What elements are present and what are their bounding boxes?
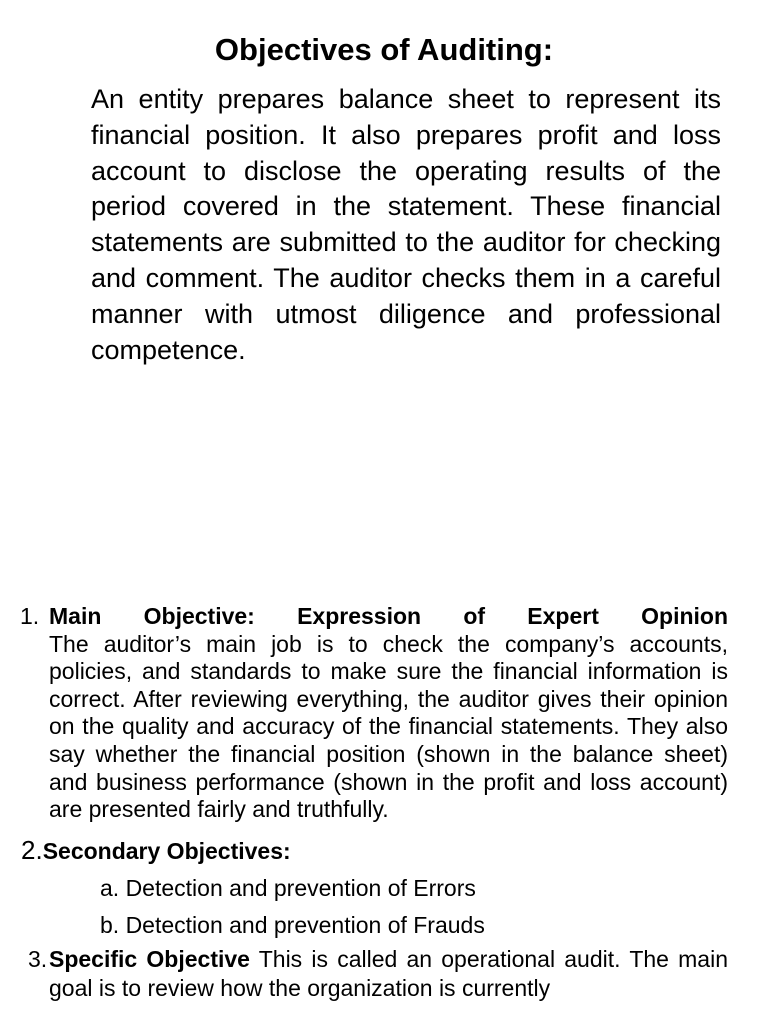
main-objective-heading: Main Objective: Expression of Expert Opinion [49,603,728,629]
secondary-objectives-heading: Secondary Objectives: [42,837,291,864]
objectives-list [0,603,768,1024]
main-objective-text: The auditor’s main job is to check the company’s accounts, policies, and standards to make sure the financial information is correct. After reviewing everything, the auditor gives their opinion on the quality and accuracy of the financial statements. They also say whether the financial position (shown in the balance sheet) and business performance (shown in the profit and loss account) are presented fairly and truthfully. [49,630,728,823]
list-item: b. Detection and prevention of Frauds [100,911,485,938]
list-number: 2. [21,834,43,865]
list-item: a. Detection and prevention of Errors [100,874,476,901]
main-objective [20,603,728,824]
page-title: Objectives of Auditing: [214,32,554,67]
specific-objective [28,945,728,1003]
secondary-objectives-sublist [100,870,768,944]
secondary-objectives [21,834,768,867]
intro-paragraph: An entity prepares balance sheet to represent its financial position. It also prepares profit and loss account to disclose the operating results of the period covered in the statement. These financial statements are submitted to the auditor for checking and comment. The auditor checks them in a careful manner with utmost diligence and professional competence. [91,84,721,365]
specific-objective-text: This is called an operational audit. The main goal is to review how the organization is currently [49,945,728,1001]
specific-objective-heading: Specific Objective [49,945,250,972]
list-number: 1. [20,603,40,629]
list-number: 3. [28,945,48,972]
